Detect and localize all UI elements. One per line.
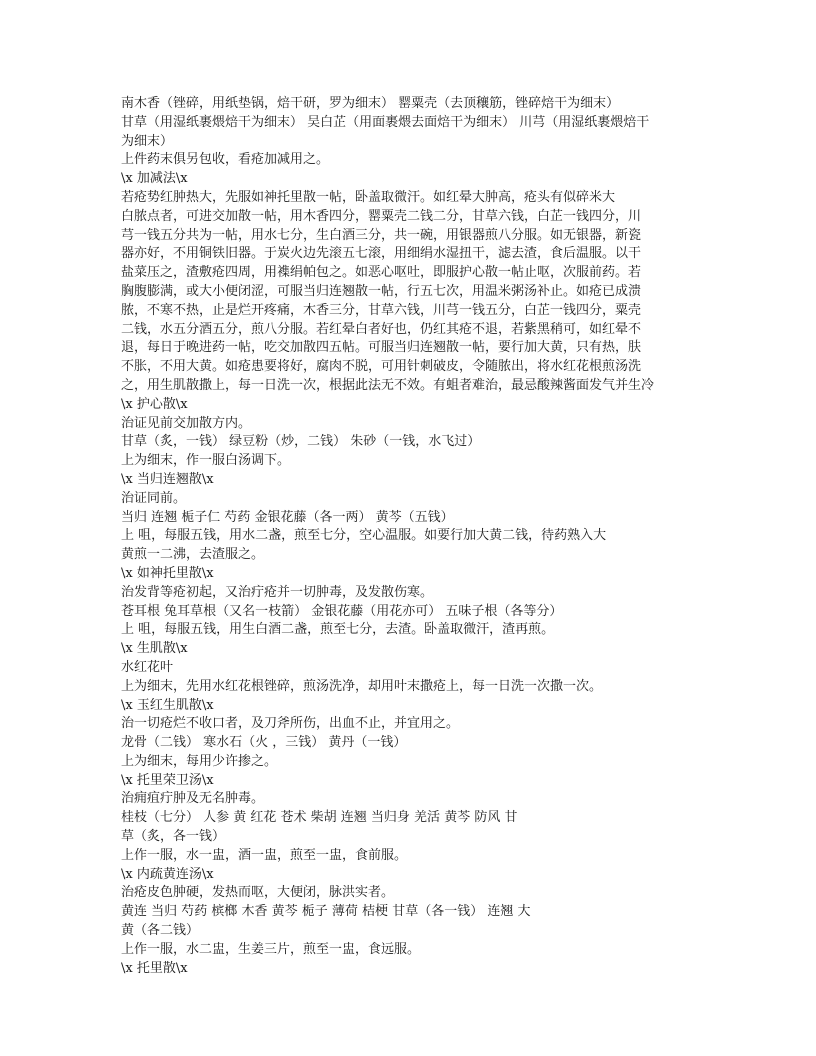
text-line: 上为细末，先用水红花根锉碎，煎汤洗净，却用叶末撒疮上，每一日洗一次撒一次。 [121, 678, 603, 694]
text-line: 上件药末俱另包收，看疮加减用之。 [121, 152, 330, 168]
text-line: 水红花叶 [121, 659, 174, 675]
text-line: 盐菜压之，渣敷疮四周，用襍绢帕包之。如恶心呕吐，即服护心散一帖止呕，次服前药。若 [121, 265, 642, 281]
text-line: 草（炙，各一钱） [121, 829, 226, 845]
text-line: 黄连 当归 芍药 槟榔 木香 黄芩 栀子 薄荷 桔梗 甘草（各一钱） 连翘 大 [121, 904, 531, 920]
text-line: 上作一服，水二盅，生姜三片，煎至一盅，食远服。 [121, 941, 421, 957]
section-heading: \x 内疏黄连汤\x [121, 866, 214, 882]
text-line: 若疮势红肿热大，先服如神托里散一帖，卧盖取微汗。如红晕大肿高，疮头有似碎米大 [121, 189, 616, 205]
text-line: 上为细末，作一服白汤调下。 [121, 453, 291, 469]
section-heading: \x 托里散\x [121, 960, 188, 976]
section-heading: \x 生肌散\x [121, 641, 188, 657]
text-line: 当归 连翘 栀子仁 芍药 金银花藤（各一两） 黄芩（五钱） [121, 509, 454, 525]
text-line: 黄煎一二沸，去渣服之。 [121, 547, 265, 563]
text-line: 二钱，水五分酒五分，煎八分服。若红晕白者好也，仍红其疮不退，若紫黑稍可，如红晕不 [121, 321, 642, 337]
text-line: 脓，不寒不热，止是烂开疼痛，木香三分，甘草六钱，川芎一钱五分，白芷一钱四分，粟壳 [121, 302, 642, 318]
text-line: 桂枝（七分） 人参 黄 红花 苍术 柴胡 连翘 当归身 羌活 黄芩 防风 甘 [121, 810, 518, 826]
text-line: 白脓点者，可进交加散一帖，用木香四分，罂粟壳二钱二分，甘草六钱，白芷一钱四分，川 [121, 208, 642, 224]
text-line: 胸腹膨满，或大小便闭涩，可服当归连翘散一帖，行五七次，用温米粥汤补止。如疮已成溃 [121, 283, 642, 299]
text-line: 上作一服，水一盅，酒一盅，煎至一盅，食前服。 [121, 847, 408, 863]
section-heading: \x 如神托里散\x [121, 565, 214, 581]
text-line: 甘草（用湿纸裹煨焙干为细末） 吴白芷（用面裹煨去面焙干为细末） 川芎（用湿纸裹煨焙干 [121, 114, 650, 130]
text-line: 治疮皮色肿硬，发热而呕，大便闭，脉洪实者。 [121, 885, 395, 901]
text-line: 为细末） [121, 133, 174, 149]
section-heading: \x 托里荣卫汤\x [121, 772, 214, 788]
text-line: 上 咀，每服五钱，用生白酒二盏，煎至七分，去渣。卧盖取微汗，渣再煎。 [121, 622, 555, 638]
text-line: 上 咀，每服五钱，用水二盏，煎至七分，空心温服。如要行加大黄二钱，待药熟入大 [121, 528, 607, 544]
text-line: 甘草（炙，一钱） 绿豆粉（炒，二钱） 朱砂（一钱，水飞过） [121, 434, 481, 450]
text-line: 不胀，不用大黄。如疮患要将好，腐肉不脱，可用针刺破皮，令随脓出，将水红花根煎汤洗 [121, 359, 642, 375]
text-line: 苍耳根 兔耳草根（又名一枝箭） 金银花藤（用花亦可） 五味子根（各等分） [121, 603, 563, 619]
section-heading: \x 当归连翘散\x [121, 471, 214, 487]
text-line: 治证同前。 [121, 490, 187, 506]
text-line: 治痈疽疔肿及无名肿毒。 [121, 791, 265, 807]
document-page [121, 95, 701, 978]
text-line: 龙骨（二钱） 寒水石（火 ，三钱） 黄丹（一钱） [121, 735, 407, 751]
section-heading: \x 加减法\x [121, 171, 188, 187]
text-line: 治发背等疮初起，又治疔疮并一切肿毒，及发散伤寒。 [121, 584, 434, 600]
text-line: 器亦好，不用铜铁旧器。于炭火边先滚五七滚，用细绢水湿扭干，滤去渣，食后温服。以干 [121, 246, 642, 262]
section-heading: \x 玉红生肌散\x [121, 697, 214, 713]
text-line: 黄（各二钱） [121, 923, 200, 939]
text-line: 之，用生肌散撒上，每一日洗一次，根据此法无不效。有蛆者难治，最忌酸辣酱面发气并生冷 [121, 377, 655, 393]
section-heading: \x 护心散\x [121, 396, 188, 412]
text-line: 治证见前交加散方内。 [121, 415, 252, 431]
text-line: 治一切疮烂不收口者，及刀斧所伤，出血不止，并宜用之。 [121, 716, 460, 732]
text-line: 南木香（锉碎，用纸垫锅，焙干研，罗为细末） 罂粟壳（去顶穰筋，锉碎焙干为细末） [121, 96, 620, 111]
text-line: 退，每日于晚进药一帖，吃交加散四五帖。可服当归连翘散一帖，要行加大黄，只有热，肤 [121, 340, 642, 356]
text-line: 芎一钱五分共为一帖，用水七分，生白酒三分，共一碗，用银器煎八分服。如无银器，新瓷 [121, 227, 642, 243]
text-line: 上为细末，每用少许掺之。 [121, 753, 278, 769]
